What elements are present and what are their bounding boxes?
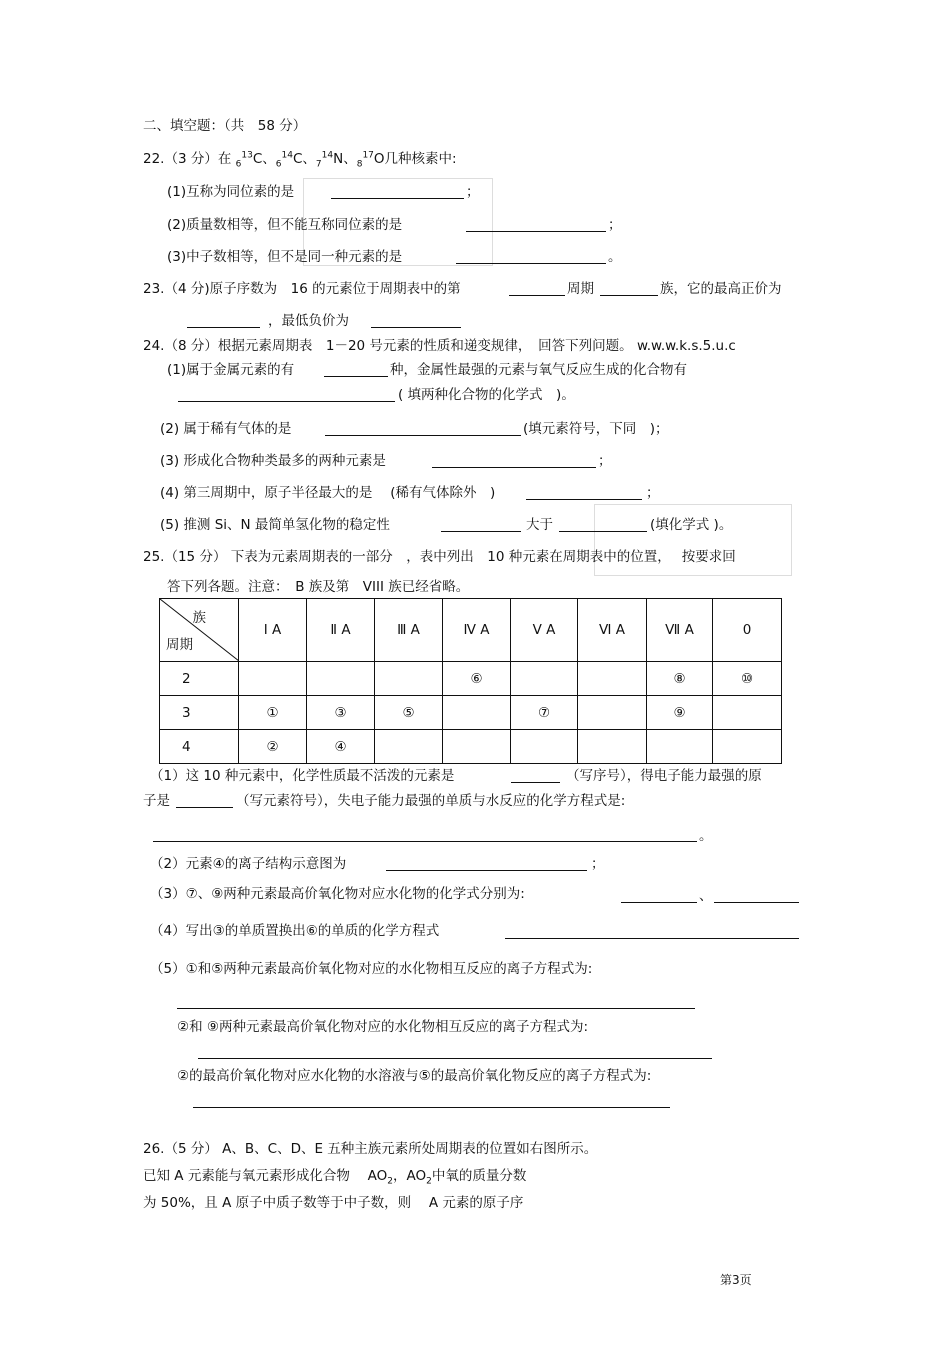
- group-header: 0: [713, 599, 782, 662]
- corner-group-label: 族: [192, 610, 206, 626]
- table-row: [160, 696, 782, 730]
- table-cell: ⑩: [713, 662, 782, 696]
- group-header: Ⅴ A: [511, 599, 578, 662]
- q25-s4a: （4）写出③的单质置换出⑥的单质的化学方程式: [150, 923, 440, 939]
- table-row: [160, 662, 782, 696]
- table-cell: [511, 730, 578, 764]
- q25-stem2: 答下列各题。注意： B 族及第 VIII 族已经省略。: [167, 579, 470, 595]
- period-label: 3: [160, 696, 239, 730]
- q25-s1b: （写序号），得电子能力最强的原: [566, 768, 762, 784]
- q24-s5b: 大于: [526, 517, 553, 533]
- q25-s1e: 。: [699, 828, 713, 844]
- table-cell: ③: [307, 696, 375, 730]
- q22-sub1: (1)互称为同位素的是: [167, 184, 295, 200]
- answer-blank[interactable]: [371, 327, 461, 328]
- q23-period: 周期: [567, 281, 594, 297]
- nuclide: $_6^{14}$C: [275, 150, 303, 170]
- q25-s5c: ②的最高价氧化物对应水化物的水溶液与⑤的最高价氧化物反应的离子方程式为:: [177, 1068, 652, 1084]
- answer-blank[interactable]: [432, 467, 596, 468]
- table-cell: [578, 662, 647, 696]
- group-header: Ⅱ A: [307, 599, 375, 662]
- answer-blank[interactable]: [526, 499, 642, 500]
- q24-stem: 24.（8 分）根据元素周期表 1－20 号元素的性质和递变规律， 回答下列问题。 w.w.w.k.s.5.u.c: [143, 338, 736, 354]
- table-cell: ⑦: [511, 696, 578, 730]
- answer-blank[interactable]: [324, 376, 388, 377]
- answer-blank[interactable]: [331, 198, 464, 199]
- q25-s1a: （1）这 10 种元素中，化学性质最不活泼的元素是: [150, 768, 455, 784]
- q24-s5a: (5) 推测 Si、N 最简单氢化物的稳定性: [160, 517, 390, 533]
- q23-group: 族，它的最高正价为: [660, 281, 782, 297]
- group-header: Ⅲ A: [375, 599, 443, 662]
- q24-s1b: 种，金属性最强的元素与氧气反应生成的化合物有: [390, 362, 687, 378]
- table-cell: ④: [307, 730, 375, 764]
- nuclide: $_7^{14}$N: [315, 150, 344, 170]
- q25-s1d: （写元素符号），失电子能力最强的单质与水反应的化学方程式是:: [236, 793, 626, 809]
- answer-blank[interactable]: [466, 231, 606, 232]
- q25-s2b: ；: [591, 856, 605, 872]
- nuclide: $_8^{17}$O: [356, 150, 385, 170]
- group-header: Ⅰ A: [239, 599, 307, 662]
- table-cell: [511, 662, 578, 696]
- answer-line[interactable]: [177, 1008, 695, 1009]
- answer-blank[interactable]: [456, 263, 606, 264]
- answer-blank[interactable]: [621, 902, 697, 903]
- q25-s5a: （5）①和⑤两种元素最高价氧化物对应的水化物相互反应的离子方程式为:: [150, 961, 593, 977]
- answer-blank[interactable]: [187, 327, 260, 328]
- table-row: [160, 730, 782, 764]
- q25-s3b: 、: [699, 888, 713, 904]
- table-cell: ⑧: [647, 662, 713, 696]
- q24-s4a: (4) 第三周期中，原子半径最大的是 (稀有气体除外 ): [160, 485, 496, 501]
- q24-s2a: (2) 属于稀有气体的是: [160, 421, 292, 437]
- answer-blank[interactable]: [714, 902, 799, 903]
- q23-line1: 23.（4 分)原子序数为 16 的元素位于周期表中的第: [143, 281, 461, 297]
- q26-line2: 已知 A 元素能与氧元素形成化合物 $AO_2$，$AO_2$中氧的质量分数: [143, 1168, 527, 1187]
- q25-s1c: 子是: [143, 793, 170, 809]
- group-header: Ⅶ A: [647, 599, 713, 662]
- q24-s1a: (1)属于金属元素的有: [167, 362, 295, 378]
- table-cell: [375, 662, 443, 696]
- q26-line1: 26.（5 分） A、B、C、D、E 五种主族元素所处周期表的位置如右图所示。: [143, 1141, 598, 1157]
- table-cell: [578, 696, 647, 730]
- q22-sub2: (2)质量数相等，但不能互称同位素的是: [167, 217, 403, 233]
- table-cell: ②: [239, 730, 307, 764]
- q24-s3b: ；: [598, 453, 612, 469]
- corner-period-label: 周期: [166, 637, 193, 653]
- table-cell: [375, 730, 443, 764]
- period-label: 2: [160, 662, 239, 696]
- q24-s3a: (3) 形成化合物种类最多的两种元素是: [160, 453, 386, 469]
- answer-blank[interactable]: [511, 782, 560, 783]
- answer-blank[interactable]: [178, 401, 395, 402]
- table-cell: [307, 662, 375, 696]
- q26-line3: 为 50%，且 A 原子中质子数等于中子数，则 A 元素的原子序: [143, 1195, 524, 1211]
- table-corner: [160, 599, 239, 662]
- q24-s5c: (填化学式 )。: [650, 517, 733, 533]
- answer-line[interactable]: [505, 938, 799, 939]
- answer-blank[interactable]: [441, 531, 521, 532]
- table-cell: [713, 730, 782, 764]
- answer-line[interactable]: [153, 841, 697, 842]
- table-cell: [443, 730, 511, 764]
- answer-line[interactable]: [198, 1058, 712, 1059]
- q24-s1c: ( 填两种化合物的化学式 )。: [398, 387, 575, 403]
- q25-s3a: （3）⑦、⑨两种元素最高价氧化物对应水化物的化学式分别为:: [150, 886, 525, 902]
- q25-s5b: ②和 ⑨两种元素最高价氧化物对应的水化物相互反应的离子方程式为:: [177, 1019, 589, 1035]
- q22-sub3-end: 。: [608, 249, 622, 265]
- q24-s4b: ；: [646, 485, 660, 501]
- period-label: 4: [160, 730, 239, 764]
- table-cell: ⑨: [647, 696, 713, 730]
- q25-stem1: 25.（15 分） 下表为元素周期表的一部分 ，表中列出 10 种元素在周期表中的位置， 按要求回: [143, 549, 736, 565]
- q22-sub3: (3)中子数相等，但不是同一种元素的是: [167, 249, 403, 265]
- answer-blank[interactable]: [559, 531, 647, 532]
- answer-blank[interactable]: [386, 870, 587, 871]
- table-cell: ⑥: [443, 662, 511, 696]
- q25-s2a: （2）元素④的离子结构示意图为: [150, 856, 347, 872]
- group-header: Ⅳ A: [443, 599, 511, 662]
- table-cell: ⑤: [375, 696, 443, 730]
- q24-s2b: (填元素符号，下同 )；: [523, 421, 669, 437]
- table-cell: [647, 730, 713, 764]
- table-cell: ①: [239, 696, 307, 730]
- periodic-table: [159, 598, 782, 764]
- answer-blank[interactable]: [325, 435, 521, 436]
- page-number: 第3页: [720, 1273, 752, 1287]
- nuclide: $_6^{13}$C: [235, 150, 263, 170]
- q23-low: ，最低负价为: [268, 313, 349, 329]
- group-header: Ⅵ A: [578, 599, 647, 662]
- q22-sub2-end: ；: [608, 217, 622, 233]
- answer-blank[interactable]: [509, 295, 565, 296]
- q22-stem: 22.（3 分）在 $_6^{13}$C、$_6^{14}$C、$_7^{14}$N、$_8^{17}$O几种核素中:: [143, 150, 457, 170]
- q22-sub1-end: ；: [466, 184, 480, 200]
- table-cell: [713, 696, 782, 730]
- table-cell: [239, 662, 307, 696]
- answer-blank[interactable]: [600, 295, 658, 296]
- answer-line[interactable]: [193, 1107, 670, 1108]
- table-cell: [443, 696, 511, 730]
- table-cell: [578, 730, 647, 764]
- section-title: 二、填空题：（共 58 分）: [143, 118, 307, 134]
- answer-blank[interactable]: [176, 807, 233, 808]
- table-header-row: [160, 599, 782, 662]
